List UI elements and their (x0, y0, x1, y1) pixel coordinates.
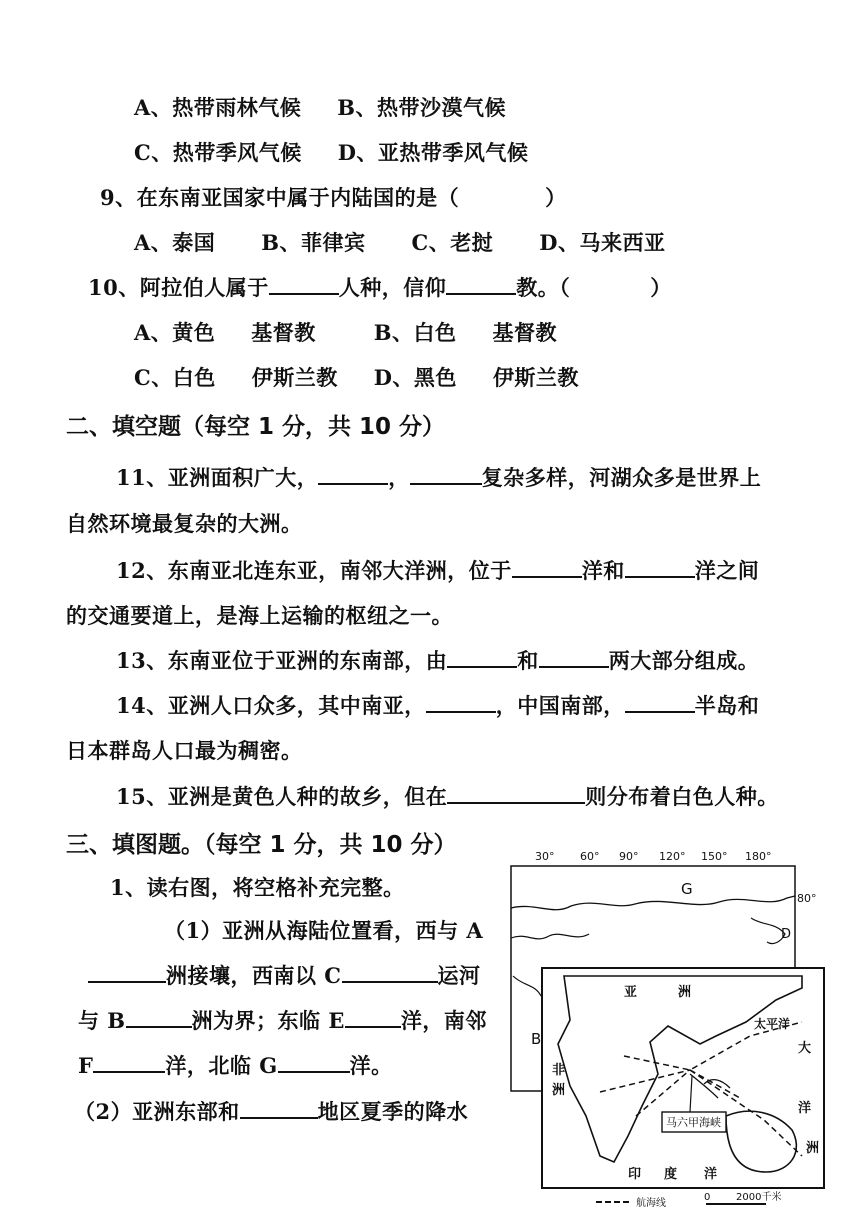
q13: 13、东南亚位于亚洲的东南部，由 和 两大部分组成。 (116, 648, 760, 673)
answer-blank[interactable] (278, 1053, 350, 1073)
map-letter-g: G (681, 880, 693, 898)
q12-line1: 12、东南亚北连东亚，南邻大洋洲，位于 洋和 洋之间 (116, 558, 760, 583)
map-question-stem: 1、读右图，将空格补充完整。 (110, 875, 405, 900)
answer-blank[interactable] (126, 1008, 192, 1028)
answer-blank[interactable] (539, 648, 609, 668)
q8-options-row1 (134, 92, 506, 122)
q11-line2: 自然环境最复杂的大洲。 (66, 511, 303, 536)
shipping-route-map (540, 966, 828, 1212)
q9-option-b: B、菲律宾 (261, 230, 366, 255)
q8-option-b: B、热带沙漠气候 (337, 95, 507, 120)
svg-text:洋: 洋 (798, 1101, 812, 1116)
q8-options-row2 (134, 137, 528, 167)
q8-option-a: A、热带雨林气候 (134, 95, 302, 120)
map-q1-line1: （1）亚洲从海陆位置看，西与 A (164, 918, 484, 943)
answer-blank[interactable] (447, 784, 585, 804)
section-3-heading: 三、填图题。（每空 1 分，共 10 分） (66, 832, 457, 858)
lon-label: 120° (659, 850, 686, 863)
answer-blank[interactable] (625, 693, 695, 713)
q8-option-c: C、热带季风气候 (134, 140, 302, 165)
svg-text:非: 非 (552, 1063, 566, 1078)
answer-blank[interactable] (345, 1008, 401, 1028)
svg-text:亚: 亚 (624, 985, 638, 1000)
answer-blank[interactable] (426, 693, 496, 713)
svg-text:航海线: 航海线 (636, 1198, 666, 1209)
answer-blank[interactable] (88, 963, 166, 983)
q11-line1: 11、亚洲面积广大， ， 复杂多样，河湖众多是世界上 (116, 465, 762, 490)
lon-label: 150° (701, 850, 728, 863)
lon-label: 90° (619, 850, 639, 863)
answer-blank[interactable] (446, 275, 516, 295)
q9-options (134, 227, 665, 257)
q14-line2: 日本群岛人口最为稠密。 (66, 738, 303, 763)
q9-stem: 9、在东南亚国家中属于内陆国的是（ ） (100, 185, 567, 210)
answer-blank[interactable] (512, 558, 582, 578)
answer-blank[interactable] (93, 1053, 165, 1073)
q15: 15、亚洲是黄色人种的故乡，但在 则分布着白色人种。 (116, 784, 779, 809)
lon-label: 180° (745, 850, 772, 863)
answer-blank[interactable] (240, 1099, 318, 1119)
svg-text:洋: 洋 (704, 1167, 718, 1182)
lon-label: 30° (535, 850, 555, 863)
q12-line2: 的交通要道上，是海上运输的枢纽之一。 (66, 603, 453, 628)
section-2-heading: 二、填空题（每空 1 分，共 10 分） (66, 414, 446, 440)
answer-blank[interactable] (269, 275, 339, 295)
map-letter-b: B (531, 1030, 542, 1048)
map-legend (596, 1190, 781, 1209)
svg-text:洲: 洲 (552, 1083, 566, 1098)
map-q2-line1: （2）亚洲东部和 地区夏季的降水 (74, 1099, 469, 1124)
q14-line1: 14、亚洲人口众多，其中南亚， ，中国南部， 半岛和 (116, 693, 760, 718)
svg-text:洲: 洲 (678, 985, 692, 1000)
q9-option-c: C、老挝 (411, 230, 494, 255)
q10-options-row1: A、黄色 基督教 B、白色 基督教 (134, 320, 558, 345)
q10-options-row2: C、白色 伊斯兰教 D、黑色 伊斯兰教 (134, 365, 579, 390)
svg-text:大: 大 (798, 1041, 812, 1056)
map-q1-line2: 洲接壤，西南以 C 运河 (88, 960, 481, 990)
answer-blank[interactable] (625, 558, 695, 578)
q10-stem: 10、阿拉伯人属于 人种，信仰 教。（ ） (88, 275, 672, 300)
svg-text:2000千米: 2000千米 (736, 1192, 782, 1203)
svg-text:太平洋: 太平洋 (754, 1017, 791, 1031)
answer-blank[interactable] (318, 465, 388, 485)
map-q1-line3: 与 B 洲为界；东临 E 洋，南邻 (78, 1008, 487, 1033)
answer-blank[interactable] (410, 465, 482, 485)
q9-option-a: A、泰国 (134, 230, 216, 255)
svg-text:0: 0 (704, 1192, 711, 1203)
lon-label: 60° (580, 850, 600, 863)
q8-option-d: D、亚热带季风气候 (337, 140, 529, 165)
q9-option-d: D、马来西亚 (539, 230, 666, 255)
svg-text:度: 度 (664, 1167, 678, 1182)
answer-blank[interactable] (447, 648, 517, 668)
callout-malacca: 马六甲海峡 (666, 1116, 721, 1129)
map-q1-line4: F 洋，北临 G 洋。 (78, 1053, 393, 1078)
svg-text:洲: 洲 (806, 1141, 820, 1156)
lat-label: 80° (797, 892, 817, 905)
map-letter-d: D (781, 927, 792, 942)
answer-blank[interactable] (342, 963, 438, 983)
svg-text:印: 印 (628, 1167, 642, 1182)
